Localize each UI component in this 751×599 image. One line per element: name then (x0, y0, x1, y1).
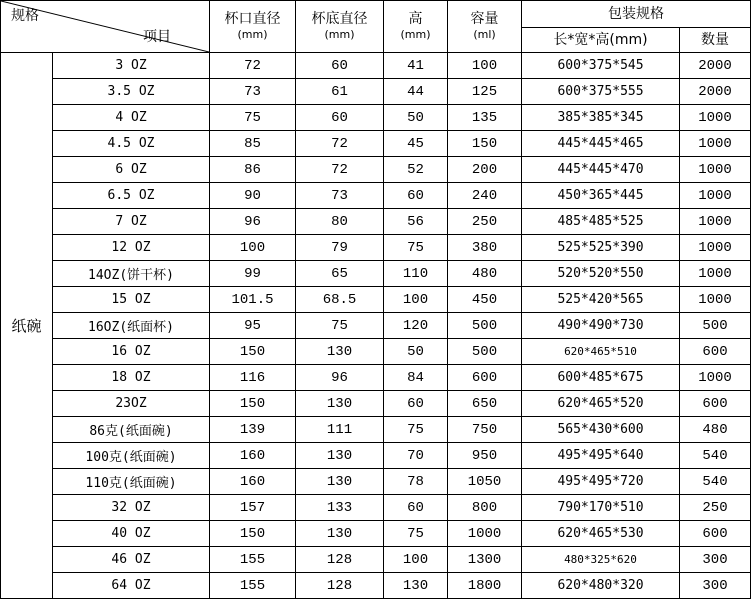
height-cell: 56 (384, 209, 448, 235)
capacity-cell: 100 (448, 53, 522, 79)
corner-label-item: 项目 (143, 29, 171, 45)
height-cell: 50 (384, 105, 448, 131)
height-cell: 41 (384, 53, 448, 79)
height-cell: 75 (384, 417, 448, 443)
height-cell: 60 (384, 495, 448, 521)
height-cell: 120 (384, 313, 448, 339)
height-cell: 75 (384, 521, 448, 547)
mouth-diameter-cell: 150 (210, 339, 296, 365)
package-dims-cell: 620*465*510 (522, 339, 680, 365)
bottom-diameter-cell: 130 (296, 443, 384, 469)
package-dims-cell: 600*375*555 (522, 79, 680, 105)
table-row (1, 469, 751, 495)
mouth-diameter-cell: 75 (210, 105, 296, 131)
table-row (1, 313, 751, 339)
package-dims-cell: 480*325*620 (522, 547, 680, 573)
spec-cell: 86克(纸面碗) (53, 417, 210, 443)
spec-cell: 23OZ (53, 391, 210, 417)
mouth-diameter-cell: 139 (210, 417, 296, 443)
package-qty-cell: 1000 (680, 183, 751, 209)
mouth-diameter-cell: 150 (210, 521, 296, 547)
bottom-diameter-cell: 72 (296, 131, 384, 157)
package-qty-cell: 250 (680, 495, 751, 521)
package-qty-cell: 540 (680, 443, 751, 469)
package-qty-cell: 300 (680, 573, 751, 599)
mouth-diameter-cell: 157 (210, 495, 296, 521)
package-dims-cell: 445*445*465 (522, 131, 680, 157)
table-row (1, 79, 751, 105)
height-cell: 130 (384, 573, 448, 599)
spec-cell: 100克(纸面碗) (53, 443, 210, 469)
mouth-diameter-cell: 95 (210, 313, 296, 339)
capacity-cell: 125 (448, 79, 522, 105)
mouth-diameter-cell: 155 (210, 573, 296, 599)
spec-cell: 46 OZ (53, 547, 210, 573)
capacity-cell: 500 (448, 313, 522, 339)
height-cell: 60 (384, 183, 448, 209)
package-qty-cell: 300 (680, 547, 751, 573)
table-row (1, 131, 751, 157)
bottom-diameter-cell: 133 (296, 495, 384, 521)
spec-cell: 7 OZ (53, 209, 210, 235)
capacity-cell: 480 (448, 261, 522, 287)
package-qty-cell: 1000 (680, 105, 751, 131)
mouth-diameter-cell: 96 (210, 209, 296, 235)
table-row (1, 157, 751, 183)
package-qty-cell: 600 (680, 391, 751, 417)
spec-cell: 15 OZ (53, 287, 210, 313)
package-qty-cell: 600 (680, 521, 751, 547)
capacity-cell: 1000 (448, 521, 522, 547)
table-row (1, 339, 751, 365)
capacity-cell: 150 (448, 131, 522, 157)
bottom-diameter-cell: 72 (296, 157, 384, 183)
bottom-diameter-cell: 75 (296, 313, 384, 339)
mouth-diameter-cell: 101.5 (210, 287, 296, 313)
spec-cell: 64 OZ (53, 573, 210, 599)
spec-cell: 4.5 OZ (53, 131, 210, 157)
mouth-diameter-cell: 155 (210, 547, 296, 573)
package-qty-cell: 2000 (680, 79, 751, 105)
header-package-qty: 数量 (680, 28, 751, 53)
package-dims-cell: 490*490*730 (522, 313, 680, 339)
mouth-diameter-cell: 150 (210, 391, 296, 417)
spec-cell: 3.5 OZ (53, 79, 210, 105)
bottom-diameter-cell: 130 (296, 521, 384, 547)
package-dims-cell: 600*375*545 (522, 53, 680, 79)
package-qty-cell: 600 (680, 339, 751, 365)
table-row (1, 521, 751, 547)
table-row (1, 365, 751, 391)
capacity-cell: 750 (448, 417, 522, 443)
spec-cell: 16 OZ (53, 339, 210, 365)
bottom-diameter-cell: 96 (296, 365, 384, 391)
capacity-cell: 200 (448, 157, 522, 183)
bottom-diameter-cell: 80 (296, 209, 384, 235)
package-qty-cell: 1000 (680, 131, 751, 157)
height-cell: 110 (384, 261, 448, 287)
bottom-diameter-cell: 68.5 (296, 287, 384, 313)
package-qty-cell: 1000 (680, 209, 751, 235)
height-cell: 60 (384, 391, 448, 417)
package-dims-cell: 525*420*565 (522, 287, 680, 313)
package-dims-cell: 790*170*510 (522, 495, 680, 521)
height-cell: 70 (384, 443, 448, 469)
height-cell: 78 (384, 469, 448, 495)
package-dims-cell: 385*385*345 (522, 105, 680, 131)
spec-cell: 12 OZ (53, 235, 210, 261)
mouth-diameter-cell: 85 (210, 131, 296, 157)
spec-cell: 14OZ(饼干杯) (53, 261, 210, 287)
height-cell: 44 (384, 79, 448, 105)
package-dims-cell: 485*485*525 (522, 209, 680, 235)
bottom-diameter-cell: 79 (296, 235, 384, 261)
package-qty-cell: 1000 (680, 157, 751, 183)
mouth-diameter-cell: 72 (210, 53, 296, 79)
package-dims-cell: 520*520*550 (522, 261, 680, 287)
package-dims-cell: 450*365*445 (522, 183, 680, 209)
table-row (1, 105, 751, 131)
mouth-diameter-cell: 100 (210, 235, 296, 261)
mouth-diameter-cell: 160 (210, 443, 296, 469)
table-row (1, 391, 751, 417)
corner-header (1, 1, 210, 53)
table-row (1, 443, 751, 469)
capacity-cell: 1050 (448, 469, 522, 495)
height-cell: 50 (384, 339, 448, 365)
table-row (1, 417, 751, 443)
category-cell: 纸碗 (1, 53, 53, 599)
bottom-diameter-cell: 130 (296, 469, 384, 495)
capacity-cell: 135 (448, 105, 522, 131)
package-qty-cell: 540 (680, 469, 751, 495)
package-qty-cell: 1000 (680, 287, 751, 313)
capacity-cell: 450 (448, 287, 522, 313)
spec-cell: 32 OZ (53, 495, 210, 521)
bottom-diameter-cell: 128 (296, 573, 384, 599)
mouth-diameter-cell: 86 (210, 157, 296, 183)
height-cell: 52 (384, 157, 448, 183)
table-row (1, 261, 751, 287)
package-qty-cell: 2000 (680, 53, 751, 79)
table-body (1, 53, 751, 599)
bottom-diameter-cell: 128 (296, 547, 384, 573)
mouth-diameter-cell: 73 (210, 79, 296, 105)
mouth-diameter-cell: 99 (210, 261, 296, 287)
height-cell: 75 (384, 235, 448, 261)
package-dims-cell: 495*495*720 (522, 469, 680, 495)
height-cell: 100 (384, 547, 448, 573)
mouth-diameter-cell: 160 (210, 469, 296, 495)
package-qty-cell: 1000 (680, 235, 751, 261)
capacity-cell: 800 (448, 495, 522, 521)
table-row (1, 547, 751, 573)
bottom-diameter-cell: 61 (296, 79, 384, 105)
capacity-cell: 1800 (448, 573, 522, 599)
package-dims-cell: 620*465*530 (522, 521, 680, 547)
table-row (1, 287, 751, 313)
header-mouth-diameter: 杯口直径 (mm) (210, 1, 296, 53)
package-dims-cell: 620*465*520 (522, 391, 680, 417)
table-row (1, 183, 751, 209)
spec-cell: 110克(纸面碗) (53, 469, 210, 495)
mouth-diameter-cell: 90 (210, 183, 296, 209)
package-dims-cell: 600*485*675 (522, 365, 680, 391)
spec-cell: 6.5 OZ (53, 183, 210, 209)
spec-cell: 3 OZ (53, 53, 210, 79)
bottom-diameter-cell: 65 (296, 261, 384, 287)
capacity-cell: 950 (448, 443, 522, 469)
spec-cell: 16OZ(纸面杯) (53, 313, 210, 339)
capacity-cell: 1300 (448, 547, 522, 573)
package-dims-cell: 495*495*640 (522, 443, 680, 469)
table-row (1, 573, 751, 599)
capacity-cell: 600 (448, 365, 522, 391)
capacity-cell: 240 (448, 183, 522, 209)
header-package: 包装规格 (522, 1, 751, 28)
table-row (1, 235, 751, 261)
table-row (1, 53, 751, 79)
header-bottom-diameter: 杯底直径 (mm) (296, 1, 384, 53)
capacity-cell: 650 (448, 391, 522, 417)
height-cell: 45 (384, 131, 448, 157)
capacity-cell: 250 (448, 209, 522, 235)
package-dims-cell: 525*525*390 (522, 235, 680, 261)
package-dims-cell: 620*480*320 (522, 573, 680, 599)
corner-label-spec: 规格 (11, 8, 39, 24)
bottom-diameter-cell: 60 (296, 105, 384, 131)
height-cell: 100 (384, 287, 448, 313)
package-dims-cell: 565*430*600 (522, 417, 680, 443)
table-row (1, 209, 751, 235)
bottom-diameter-cell: 111 (296, 417, 384, 443)
bottom-diameter-cell: 60 (296, 53, 384, 79)
header-height: 高 (mm) (384, 1, 448, 53)
header-package-dims: 长*宽*高(mm) (522, 28, 680, 53)
height-cell: 84 (384, 365, 448, 391)
spec-cell: 6 OZ (53, 157, 210, 183)
spec-cell: 18 OZ (53, 365, 210, 391)
mouth-diameter-cell: 116 (210, 365, 296, 391)
spec-cell: 40 OZ (53, 521, 210, 547)
package-qty-cell: 500 (680, 313, 751, 339)
capacity-cell: 500 (448, 339, 522, 365)
package-qty-cell: 1000 (680, 261, 751, 287)
capacity-cell: 380 (448, 235, 522, 261)
table-row (1, 495, 751, 521)
header-capacity: 容量 (ml) (448, 1, 522, 53)
package-qty-cell: 1000 (680, 365, 751, 391)
spec-cell: 4 OZ (53, 105, 210, 131)
bottom-diameter-cell: 73 (296, 183, 384, 209)
bottom-diameter-cell: 130 (296, 391, 384, 417)
package-qty-cell: 480 (680, 417, 751, 443)
bottom-diameter-cell: 130 (296, 339, 384, 365)
package-dims-cell: 445*445*470 (522, 157, 680, 183)
